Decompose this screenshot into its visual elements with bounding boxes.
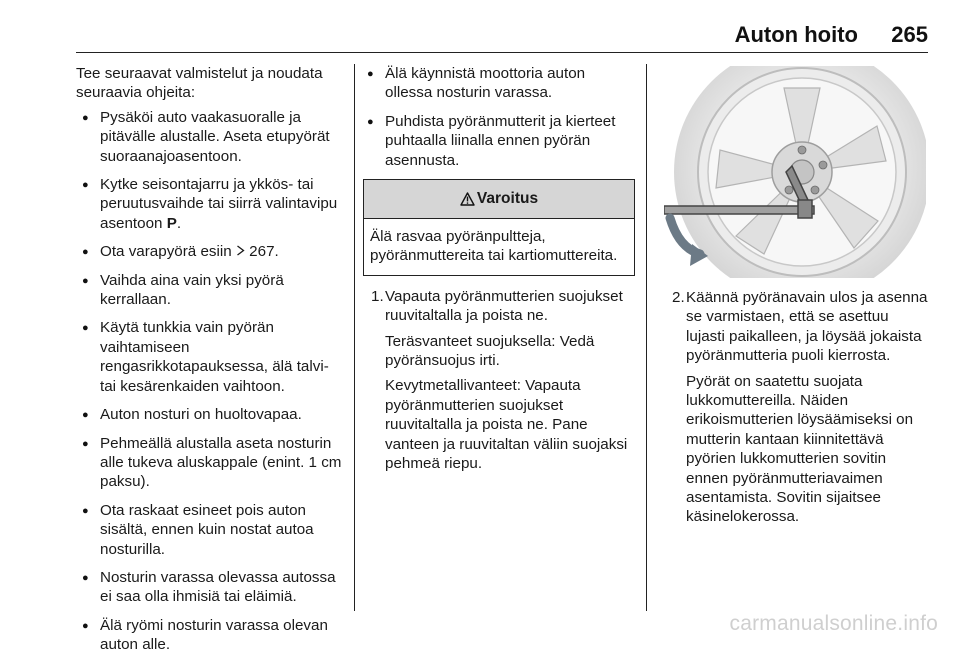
column-right [664,288,928,533]
list-item: ● Käytä tunkkia vain pyörän vaihtamiseen rengasrikkotapauksessa, älä talvi- tai kesärenkaiden vaihtoon. [82,319,329,395]
column-divider [354,64,355,611]
step-number: 2. [672,289,685,306]
page-number: 265 [891,22,928,47]
column-left [76,64,344,664]
list-item: ● Vaihda aina vain yksi pyörä kerrallaan. [82,271,284,309]
bullet-icon: ● [82,437,89,450]
bullet-icon: ● [82,322,89,335]
step-note: Pyörät on saatettu suojata lukkomuttereilla. Näiden erikoismutterien löysäämiseksi on mutterin kantaan kiinnitettävä pyörien lukkomutterien sovitin ennen pyöränmutteriavaimen asentamista. Sovitin sijaitsee käsinelokerossa. [686,372,914,526]
wheel-wrench-illustration [664,66,926,278]
list-item: ● Nosturin varassa olevassa autossa ei saa olla ihmisiä tai eläimiä. [82,568,336,606]
bullet-icon: ● [82,504,89,517]
bullet-icon: ● [82,179,89,192]
bullet-icon: ● [367,115,374,128]
bullet-icon: ● [82,111,89,124]
step-note: Kevytmetallivanteet: Vapauta pyöränmutterien suojukset ruuvitaltalla ja poista ne. Pane vanteen ja ruuvitaltan väliin suojaksi pehmeä riepu. [385,377,628,473]
list-item: ● Ota varapyörä esiin 267. [76,242,344,261]
step-note: Teräsvanteet suojuksella: Vedä pyöränsuojus irti. [385,332,595,370]
steps-list [664,288,928,527]
watermark: carmanualsonline.info [729,612,938,635]
page-reference-link[interactable]: 267. [249,243,279,261]
bullet-icon: ● [82,246,89,259]
list-item: ● Puhdista pyöränmutterit ja kierteet puhtaalla liinalla ennen pyörän asennusta. [367,112,616,169]
step-item [363,287,635,474]
list-item: ● Ota raskaat esineet pois auton sisältä, ennen kuin nostat autoa nosturilla. [82,501,314,558]
gear-position: P [166,214,177,232]
list-item: ● Pehmeällä alustalla aseta nosturin alle tukeva aluskappale (enint. 1 cm paksu). [82,434,342,491]
list-item: ● Älä ryömi nosturin varassa olevan auton alle. [82,616,328,654]
list-item: ● Kytke seisontajarru ja ykkös- tai peruutusvaihde tai siirrä valintavipu asentoon P. [82,176,338,232]
bullet-icon: ● [82,571,89,584]
column-middle [363,64,635,480]
precaution-list [363,64,635,170]
list-item: ● Älä käynnistä moottoria auton ollessa nosturin varassa. [367,65,586,102]
column-divider [646,64,647,611]
step-number: 1. [371,287,384,305]
bullet-icon: ● [82,274,89,287]
warning-triangle-icon [460,192,475,206]
preparation-list [76,108,344,655]
bullet-icon: ● [82,409,89,422]
warning-header [364,180,634,219]
page-reference-icon [236,243,245,260]
bullet-icon: ● [367,68,374,80]
section-title: Auton hoito [734,22,858,47]
warning-title: Varoitus [476,190,539,208]
page-header [76,0,928,53]
steps-list [363,287,635,474]
step-item [664,288,928,527]
step-text: Vapauta pyöränmutterien suojukset ruuvitaltalla ja poista ne. [385,287,623,325]
warning-text: Älä rasvaa pyöränpultteja, pyöränmuttereita tai kartiomuttereita. [370,228,618,265]
step-text: Käännä pyöränavain ulos ja asenna se varmistaen, että se asettuu lujasti paikalleen, ja löysää jokaista pyöränmutteria puoli kierrosta. [686,289,928,365]
list-item: ● Pysäköi auto vaakasuoralle ja pitävälle alustalle. Aseta etupyörät suoraanajoasentoon. [82,108,330,165]
bullet-icon: ● [82,619,89,632]
list-item: ● Auton nosturi on huoltovapaa. [76,405,344,424]
intro-text: Tee seuraavat valmistelut ja noudata seuraavia ohjeita: [76,65,323,102]
warning-box [363,179,635,276]
